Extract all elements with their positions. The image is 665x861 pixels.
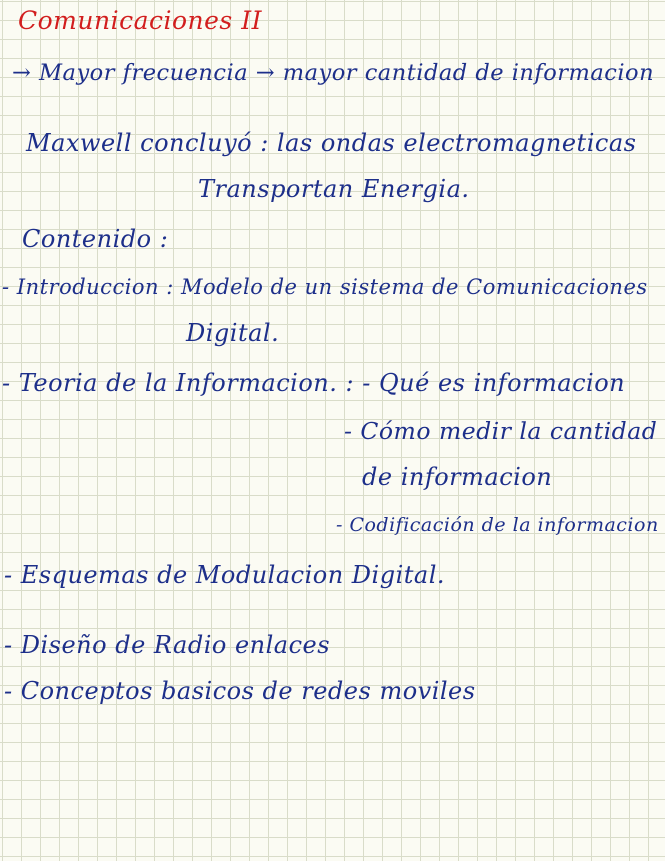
note-line-measure: - Cómo medir la cantidad bbox=[344, 417, 658, 445]
note-line-radio-links: - Diseño de Radio enlaces bbox=[4, 631, 331, 659]
note-line-digital: Digital. bbox=[186, 319, 280, 347]
page-title: Comunicaciones II bbox=[18, 6, 262, 35]
note-line-measure-cont: de informacion bbox=[362, 463, 553, 491]
note-line-mobile-networks: - Conceptos basicos de redes moviles bbox=[4, 677, 476, 705]
note-line-coding: - Codificación de la informacion bbox=[336, 514, 659, 536]
note-line-info-theory: - Teoria de la Informacion. : - Qué es informacion bbox=[2, 369, 626, 397]
note-line-intro: - Introduccion : Modelo de un sistema de Comunicaciones bbox=[2, 275, 648, 299]
note-line-energy: Transportan Energia. bbox=[198, 175, 470, 203]
note-line-frequency: → Mayor frecuencia → mayor cantidad de informacion bbox=[12, 60, 655, 86]
note-line-maxwell: Maxwell concluyó : las ondas electromagneticas bbox=[26, 129, 637, 157]
note-line-modulation: - Esquemas de Modulacion Digital. bbox=[4, 561, 445, 589]
note-line-contents-heading: Contenido : bbox=[22, 225, 169, 253]
